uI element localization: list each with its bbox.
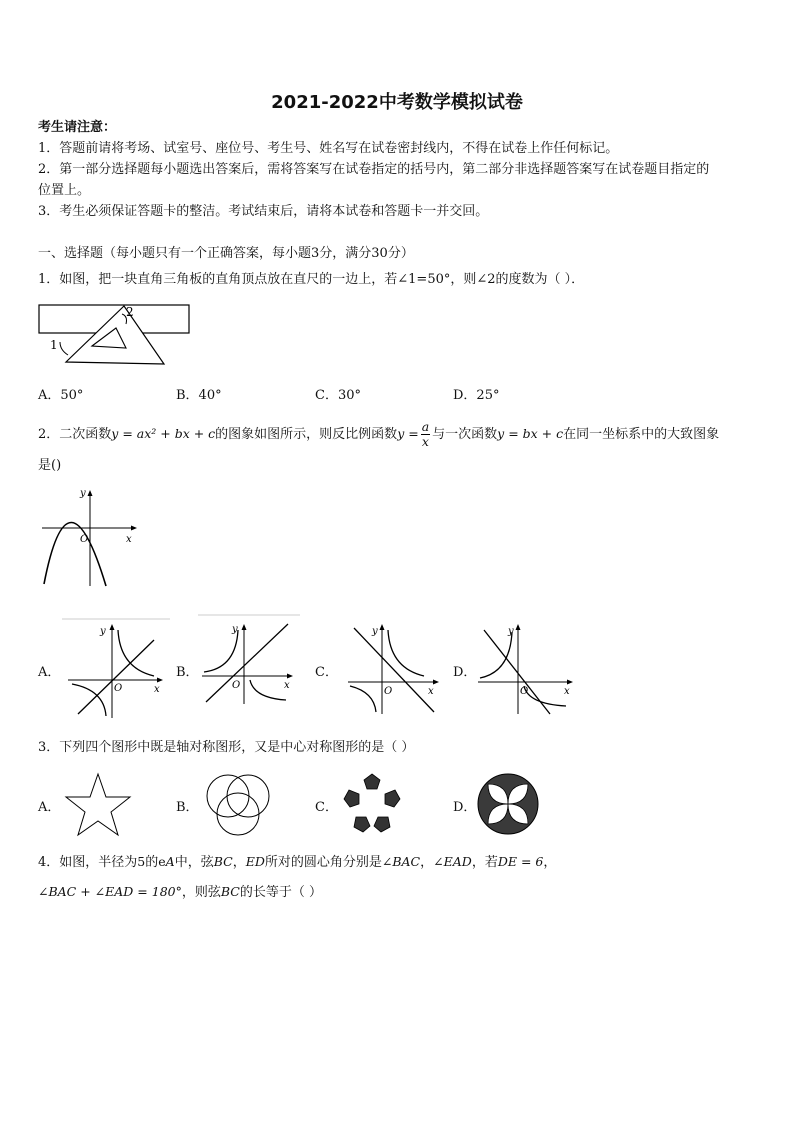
angle-1-arc xyxy=(60,342,68,355)
angle-sum-formula: ∠BAC + ∠EAD = 180° xyxy=(38,884,182,899)
section-heading: 一、选择题（每小题只有一个正确答案，每小题3分，满分30分） xyxy=(38,246,414,261)
star-figure[interactable] xyxy=(62,770,134,838)
q1-option-a[interactable]: A．50° xyxy=(38,388,84,403)
page-title: 2021-2022中考数学模拟试卷 xyxy=(271,92,523,113)
angle-2-label: 2 xyxy=(126,305,134,319)
question-1-figure xyxy=(38,302,194,370)
svg-text:y: y xyxy=(372,626,378,637)
notice-heading: 考生请注意： xyxy=(38,120,117,135)
origin-label: O xyxy=(80,534,89,545)
q2-linear-formula: y = bx + c xyxy=(497,426,564,441)
q3-option-a[interactable]: A． xyxy=(38,800,61,815)
q2-text-part4: 在同一坐标系中的大致图象 xyxy=(563,427,720,442)
q2-option-d[interactable]: D． xyxy=(453,665,477,680)
parabola-curve xyxy=(44,522,106,586)
question-2-text-line2: 是() xyxy=(38,458,62,473)
pentagons-figure[interactable] xyxy=(340,772,404,836)
question-4-text-line2: ∠BAC + ∠EAD = 180°，则弦BC的长等于（ ） xyxy=(38,884,322,900)
axis-y-label: y xyxy=(80,488,86,499)
q3-option-c[interactable]: C． xyxy=(315,800,338,815)
q3-option-d[interactable]: D． xyxy=(453,800,477,815)
axis-x-label: x xyxy=(126,534,132,545)
q2-option-b[interactable]: B． xyxy=(176,665,199,680)
svg-text:y: y xyxy=(508,626,514,637)
svg-text:O: O xyxy=(114,683,123,694)
q2-option-b-graph[interactable] xyxy=(198,614,302,706)
notice-item-1: 1．答题前请将考场、试室号、座位号、考生号、姓名写在试卷密封线内，不得在试卷上作任何标记。 xyxy=(38,141,619,156)
parabola-graph xyxy=(38,486,142,590)
circle-symbol: e xyxy=(158,854,166,869)
circle-petals-figure[interactable] xyxy=(474,770,542,838)
q2-option-d-graph[interactable] xyxy=(474,620,578,716)
q2-text-part2: 的图象如图所示，则反比例函数 xyxy=(215,427,398,442)
question-2-text xyxy=(38,420,719,449)
q1-option-c[interactable]: C．30° xyxy=(315,388,361,403)
question-1-text: 1．如图，把一块直角三角板的直角顶点放在直尺的一边上，若∠1=50°，则∠2的度数为（ ）． xyxy=(38,272,585,287)
question-3-text: 3．下列四个图形中既是轴对称图形，又是中心对称图形的是（ ） xyxy=(38,740,415,755)
svg-text:y: y xyxy=(100,626,106,637)
svg-text:x: x xyxy=(154,684,160,695)
q2-option-c-graph[interactable] xyxy=(344,620,444,716)
q2-inverse-y: y = xyxy=(397,426,419,441)
radius-value: 5 xyxy=(137,854,146,869)
q2-inverse-fraction xyxy=(421,420,430,449)
question-4-text: 4．如图，半径为5的eA中，弦BC，ED所对的圆心角分别是∠BAC，∠EAD，若DE = 6， xyxy=(38,854,557,870)
q1-option-b[interactable]: B．40° xyxy=(176,388,222,403)
svg-text:O: O xyxy=(384,686,393,697)
q2-fraction-numerator: a xyxy=(421,419,430,434)
svg-text:O: O xyxy=(232,680,241,691)
three-circles-figure[interactable] xyxy=(198,770,278,838)
q2-option-a-graph[interactable] xyxy=(62,618,172,720)
svg-text:y: y xyxy=(232,624,238,635)
svg-text:x: x xyxy=(564,686,570,697)
q2-option-a[interactable]: A． xyxy=(38,665,61,680)
notice-item-3: 3．考生必须保证答题卡的整洁。考试结束后，请将本试卷和答题卡一并交回。 xyxy=(38,204,489,219)
angle-1-label: 1 xyxy=(50,338,58,352)
notice-item-2-cont: 位置上。 xyxy=(38,183,91,198)
svg-text:x: x xyxy=(284,680,290,691)
q2-text-part3: 与一次函数 xyxy=(432,427,498,442)
q1-option-d[interactable]: D．25° xyxy=(453,388,500,403)
q2-fraction-denominator: x xyxy=(421,434,429,449)
q3-option-b[interactable]: B． xyxy=(176,800,199,815)
svg-text:x: x xyxy=(428,686,434,697)
q2-option-c[interactable]: C． xyxy=(315,665,338,680)
q2-text-part1: 2．二次函数 xyxy=(38,427,112,442)
q2-quadratic-formula: y = ax² + bx + c xyxy=(111,426,216,441)
svg-text:O: O xyxy=(520,686,529,697)
notice-item-2: 2．第一部分选择题每小题选出答案后，需将答案写在试卷指定的括号内，第二部分非选择题答案写在试卷题目指定的 xyxy=(38,162,710,177)
